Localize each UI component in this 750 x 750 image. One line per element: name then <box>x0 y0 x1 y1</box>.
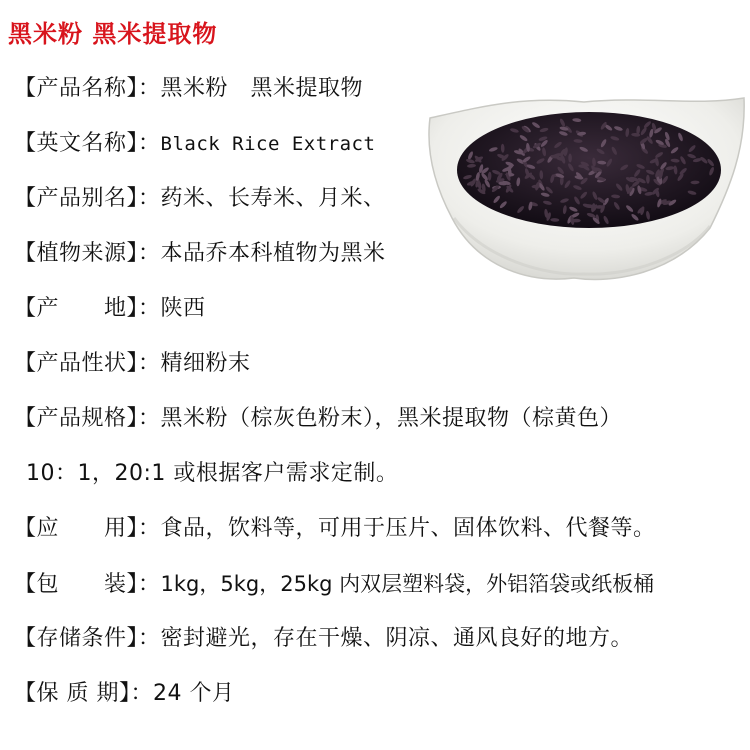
row-value: 本品乔本科植物为黑米 <box>160 241 386 266</box>
row-specification <box>14 404 622 434</box>
row-label: 【包 装】： <box>14 572 161 597</box>
row-product-name <box>14 74 363 104</box>
row-value: Black Rice Extract <box>160 133 376 155</box>
row-value: 黑米粉（棕灰色粉末），黑米提取物（棕黄色） <box>160 406 623 431</box>
page-headline: 黑米粉 黑米提取物 <box>8 20 218 48</box>
row-appearance <box>14 349 251 379</box>
row-value: 陕西 <box>160 296 206 321</box>
row-value: 10：1，20:1 或根据客户需求定制。 <box>26 461 399 486</box>
row-label: 【产品规格】： <box>14 406 161 431</box>
row-label: 【植物来源】： <box>14 241 161 266</box>
row-shelf-life <box>14 679 235 709</box>
row-label: 【应 用】： <box>14 516 161 541</box>
row-value: 精细粉末 <box>160 351 251 376</box>
row-value: 24 个月 <box>153 681 235 706</box>
row-application <box>14 514 656 544</box>
row-value: 药米、长寿米、月米、 <box>160 186 386 211</box>
row-label: 【英文名称】： <box>14 131 161 156</box>
row-english-name <box>14 129 375 159</box>
row-value: 1kg，5kg，25kg 内双层塑料袋，外铝箔袋或纸板桶 <box>160 572 655 596</box>
black-rice-bowl-image <box>424 88 750 288</box>
row-value: 食品，饮料等，可用于压片、固体饮料、代餐等。 <box>160 516 656 541</box>
row-value: 密封避光，存在干燥、阴凉、通风良好的地方。 <box>160 626 634 651</box>
row-label: 【产 地】： <box>14 296 161 321</box>
row-label: 【产品性状】： <box>14 351 161 376</box>
row-label: 【产品别名】： <box>14 186 161 211</box>
row-label: 【存储条件】： <box>14 626 161 651</box>
row-label: 【产品名称】： <box>14 76 161 101</box>
row-label: 【保 质 期】： <box>14 681 153 706</box>
row-specification-continued <box>26 459 398 489</box>
rice-grain <box>568 154 572 163</box>
row-packaging <box>14 569 654 600</box>
row-storage <box>14 624 633 654</box>
row-plant-source <box>14 239 386 269</box>
row-alias <box>14 184 386 214</box>
row-origin <box>14 294 206 324</box>
row-value: 黑米粉 黑米提取物 <box>160 76 364 101</box>
